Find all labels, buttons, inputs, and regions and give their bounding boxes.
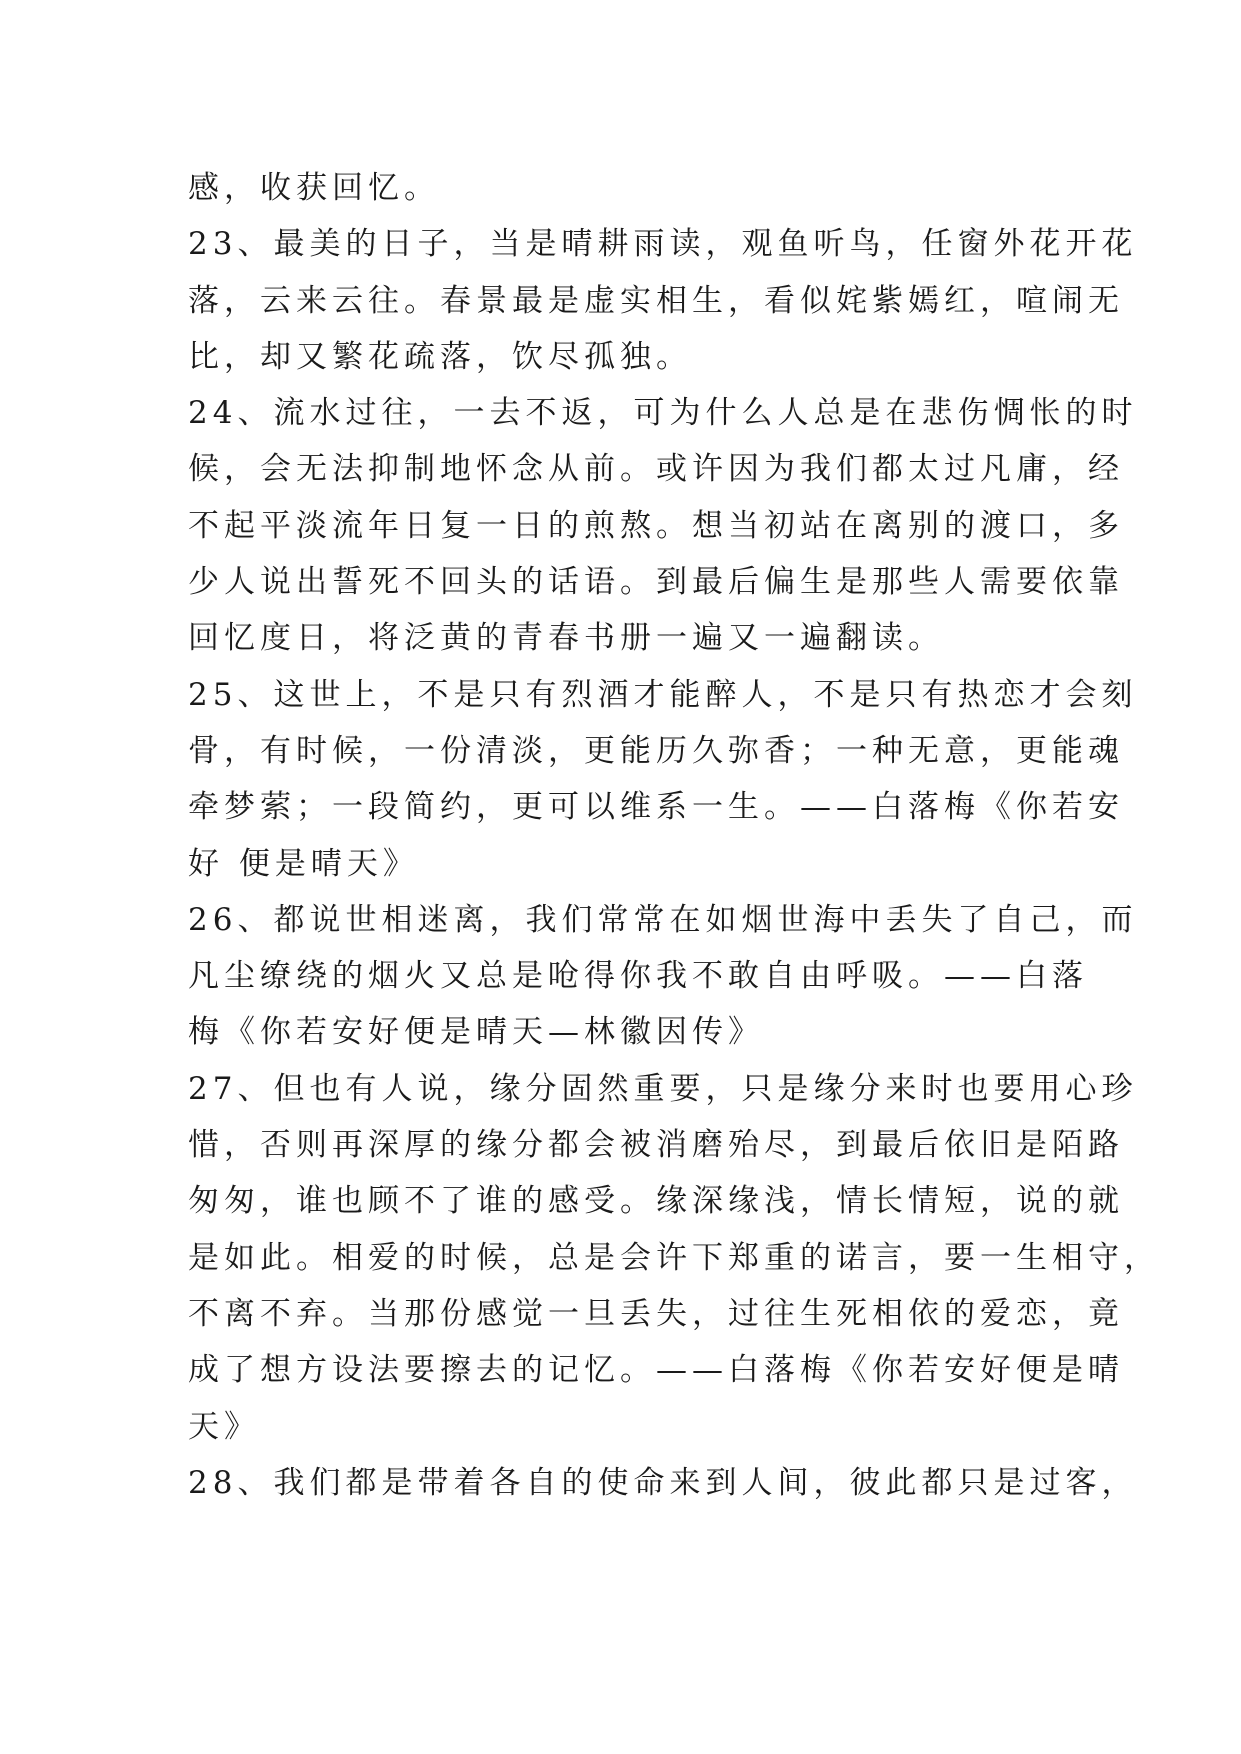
document-body bbox=[188, 160, 1160, 1511]
text-line: 成了想方设法要擦去的记忆。——白落梅《你若安好便是晴 bbox=[188, 1352, 1124, 1389]
text-line: 好 便是晴天》 bbox=[188, 845, 419, 882]
text-line: 是如此。相爱的时候，总是会许下郑重的诺言，要一生相守， bbox=[188, 1239, 1160, 1276]
text-line: 天》 bbox=[188, 1408, 260, 1445]
text-line: 感，收获回忆。 bbox=[188, 170, 440, 206]
text-line: 骨，有时候，一份清淡，更能历久弥香；一种无意，更能魂 bbox=[188, 732, 1124, 769]
text-line: 牵梦萦；一段简约，更可以维系一生。——白落梅《你若安 bbox=[188, 789, 1124, 826]
text-line: 惜，否则再深厚的缘分都会被消磨殆尽，到最后依旧是陌路 bbox=[188, 1127, 1124, 1164]
text-line: 梅《你若安好便是晴天—林徽因传》 bbox=[188, 1014, 764, 1051]
text-line: 落，云来云往。春景最是虚实相生，看似姹紫嫣红，喧闹无 bbox=[188, 282, 1124, 319]
text-line: 不离不弃。当那份感觉一旦丢失，过往生死相依的爱恋，竟 bbox=[188, 1295, 1124, 1332]
text-line: 25、这世上，不是只有烈酒才能醉人，不是只有热恋才会刻 bbox=[188, 676, 1138, 713]
text-line: 23、最美的日子，当是晴耕雨读，观鱼听鸟，任窗外花开花 bbox=[188, 226, 1138, 263]
text-line: 回忆度日，将泛黄的青春书册一遍又一遍翻读。 bbox=[188, 620, 944, 657]
text-line: 28、我们都是带着各自的使命来到人间，彼此都只是过客， bbox=[188, 1464, 1138, 1501]
text-line: 候，会无法抑制地怀念从前。或许因为我们都太过凡庸，经 bbox=[188, 451, 1124, 488]
text-line: 比，却又繁花疏落，饮尽孤独。 bbox=[188, 338, 692, 375]
text-line: 匆匆，谁也顾不了谁的感受。缘深缘浅，情长情短，说的就 bbox=[188, 1183, 1124, 1220]
text-line: 26、都说世相迷离，我们常常在如烟世海中丢失了自己，而 bbox=[188, 901, 1138, 938]
text-line: 凡尘缭绕的烟火又总是呛得你我不敢自由呼吸。——白落 bbox=[188, 958, 1088, 995]
text-line: 少人说出誓死不回头的话语。到最后偏生是那些人需要依靠 bbox=[188, 564, 1124, 601]
text-line: 27、但也有人说，缘分固然重要，只是缘分来时也要用心珍 bbox=[188, 1070, 1138, 1107]
text-line: 24、流水过往，一去不返，可为什么人总是在悲伤惆怅的时 bbox=[188, 395, 1138, 432]
text-line: 不起平淡流年日复一日的煎熬。想当初站在离别的渡口，多 bbox=[188, 507, 1124, 544]
